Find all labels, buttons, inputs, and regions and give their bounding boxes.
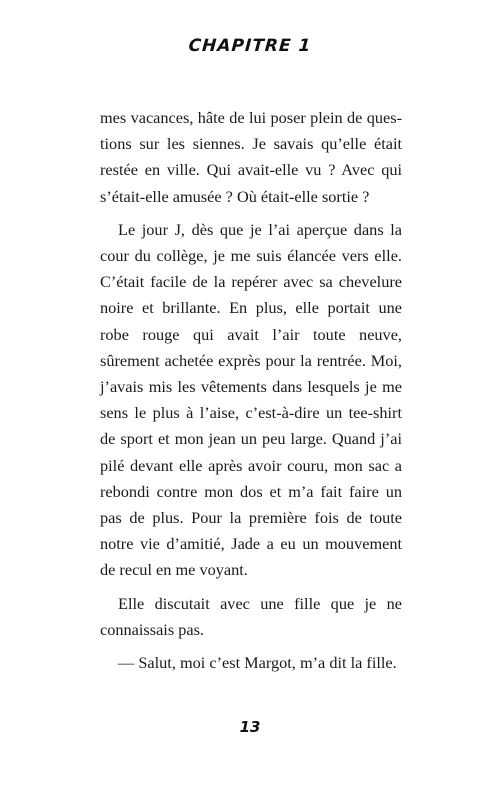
dialogue-paragraph: — Salut, moi c’est Margot, m’a dit la fille. bbox=[118, 653, 397, 673]
page-number: 13 bbox=[239, 718, 261, 736]
chapter-title: CHAPITRE 1 bbox=[187, 36, 313, 56]
chapter-body bbox=[100, 105, 402, 676]
paragraph: Elle discutait avec une fille que je ne connaissais pas. bbox=[100, 593, 402, 639]
paragraph: Le jour J, dès que je l’ai aperçue dans la cour du collège, je me suis élancée vers elle. C’était facile de la repérer avec sa chevelure noire et brillante. En plus, elle portait une robe rouge qui avait l’air toute neuve, sûrement achetée exprès pour la rentrée. Moi, j’avais mis les vêtements dans lesquels je me sens le plus à l’aise, c’est-à-dire un tee-shirt de sport et mon jean un peu large. Quand j’ai pilé devant elle après avoir couru, mon sac a rebondi contre mon dos et m’a fait faire un pas de plus. Pour la première fois de toute notre vie d’amitié, Jade a eu un mouvement de recul en me voyant. bbox=[100, 219, 402, 580]
paragraph: mes vacances, hâte de lui poser plein de questions sur les siennes. Je savais qu’elle était restée en ville. Qui avait-elle vu ? Avec qui s’était-elle amusée ? Où était-elle sortie ? bbox=[100, 108, 402, 206]
